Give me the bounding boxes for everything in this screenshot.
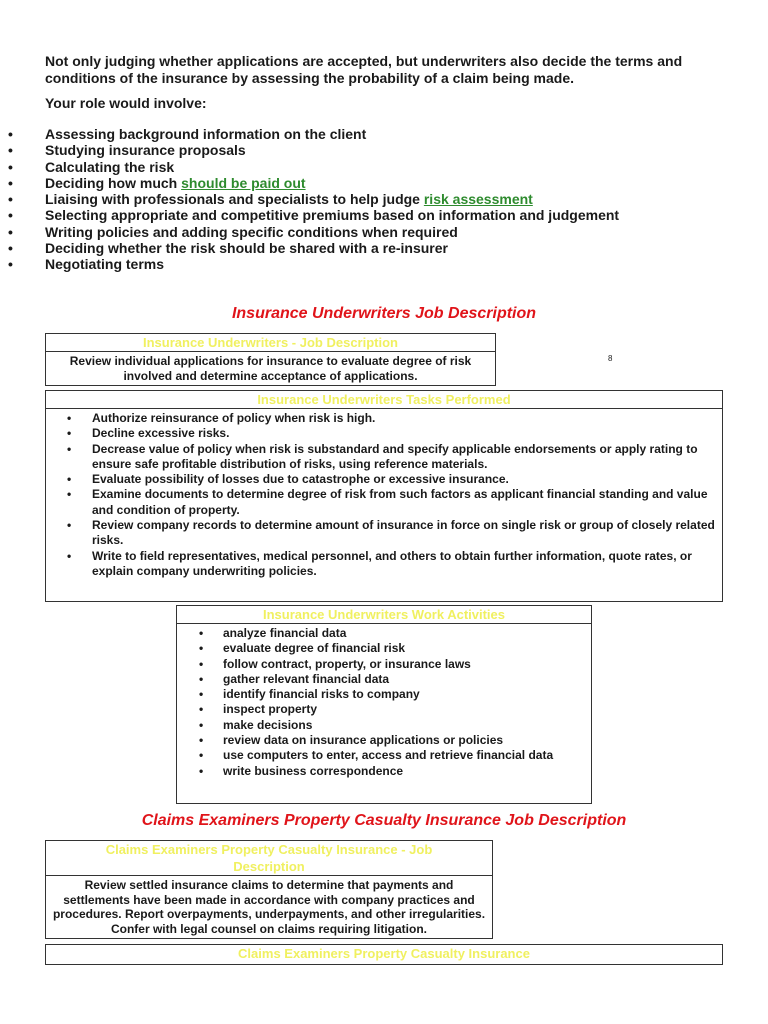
list-item: • Negotiating terms: [8, 256, 748, 272]
role-bullet-list: [8, 126, 748, 273]
list-item: • analyze financial data: [177, 626, 591, 641]
underwriters-job-box: [45, 333, 496, 386]
list-item: • Evaluate possibility of losses due to catastrophe or excessive insurance.: [46, 472, 718, 487]
activities-box-title: Insurance Underwriters Work Activities: [177, 606, 591, 624]
list-item: • write business correspondence: [177, 764, 591, 779]
claims-job-box: [45, 840, 493, 939]
list-item: • Decline excessive risks.: [46, 426, 718, 441]
intro-paragraph: Not only judging whether applications are accepted, but underwriters also decide the terms and conditions of the insurance by assessing the probability of a claim being made.: [45, 53, 683, 86]
list-item: • Write to field representatives, medical personnel, and others to obtain further information, quote rates, or explain company underwriting policies.: [46, 549, 718, 580]
underwriters-job-box-title: Insurance Underwriters - Job Description: [46, 334, 495, 352]
tasks-box: [45, 390, 723, 602]
claims-next-box: [45, 944, 723, 965]
list-item: • use computers to enter, access and retrieve financial data: [177, 748, 591, 763]
list-item: • Decrease value of policy when risk is substandard and specify applicable endorsements or apply rating to ensure safe profitable distribution of risks, using reference materials.: [46, 442, 718, 473]
list-item: • review data on insurance applications or policies: [177, 733, 591, 748]
list-item: • Liaising with professionals and specialists to help judge risk assessment: [8, 191, 748, 207]
risk-assessment-link[interactable]: risk assessment: [423, 191, 533, 208]
paid-out-link[interactable]: should be paid out: [181, 174, 306, 191]
list-item: • Writing policies and adding specific conditions when required: [8, 224, 748, 240]
claims-job-box-title: Claims Examiners Property Casualty Insurance - Job Description: [46, 841, 492, 876]
underwriters-job-box-text: Review individual applications for insurance to evaluate degree of risk involved and determine acceptance of applications.: [69, 354, 472, 383]
list-item: • inspect property: [177, 702, 591, 717]
list-item: • follow contract, property, or insurance laws: [177, 657, 591, 672]
list-item: • make decisions: [177, 718, 591, 733]
list-item: • Calculating the risk: [8, 159, 748, 175]
page-mark: 8: [608, 354, 613, 363]
list-item: • Review company records to determine amount of insurance in force on single risk or group of closely related risks.: [46, 518, 718, 549]
claims-job-box-text: Review settled insurance claims to determine that payments and settlements have been made in accordance with company practices and procedures. Report overpayments, underpayments, and other irregularities. Confer with legal counsel on claims requiring litigation.: [52, 878, 486, 936]
list-item: • evaluate degree of financial risk: [177, 641, 591, 656]
list-item: • Selecting appropriate and competitive premiums based on information and judgement: [8, 207, 748, 223]
underwriters-heading: Insurance Underwriters Job Description: [231, 305, 537, 322]
role-label: Your role would involve:: [45, 95, 207, 111]
list-item: • Examine documents to determine degree of risk from such factors as applicant financial standing and value and condition of property.: [46, 487, 718, 518]
claims-heading: Claims Examiners Property Casualty Insurance Job Description: [141, 812, 627, 829]
tasks-list: [46, 409, 722, 579]
list-item: • Deciding how much should be paid out: [8, 175, 748, 191]
list-item: • gather relevant financial data: [177, 672, 591, 687]
list-item: • identify financial risks to company: [177, 687, 591, 702]
activities-list: [177, 624, 591, 779]
claims-next-box-title: Claims Examiners Property Casualty Insurance: [238, 946, 530, 961]
list-item: • Authorize reinsurance of policy when risk is high.: [46, 411, 718, 426]
list-item: • Assessing background information on the client: [8, 126, 748, 142]
list-item: • Deciding whether the risk should be shared with a re-insurer: [8, 240, 748, 256]
list-item: • Studying insurance proposals: [8, 142, 748, 158]
activities-box: [176, 605, 592, 804]
tasks-box-title: Insurance Underwriters Tasks Performed: [46, 391, 722, 409]
